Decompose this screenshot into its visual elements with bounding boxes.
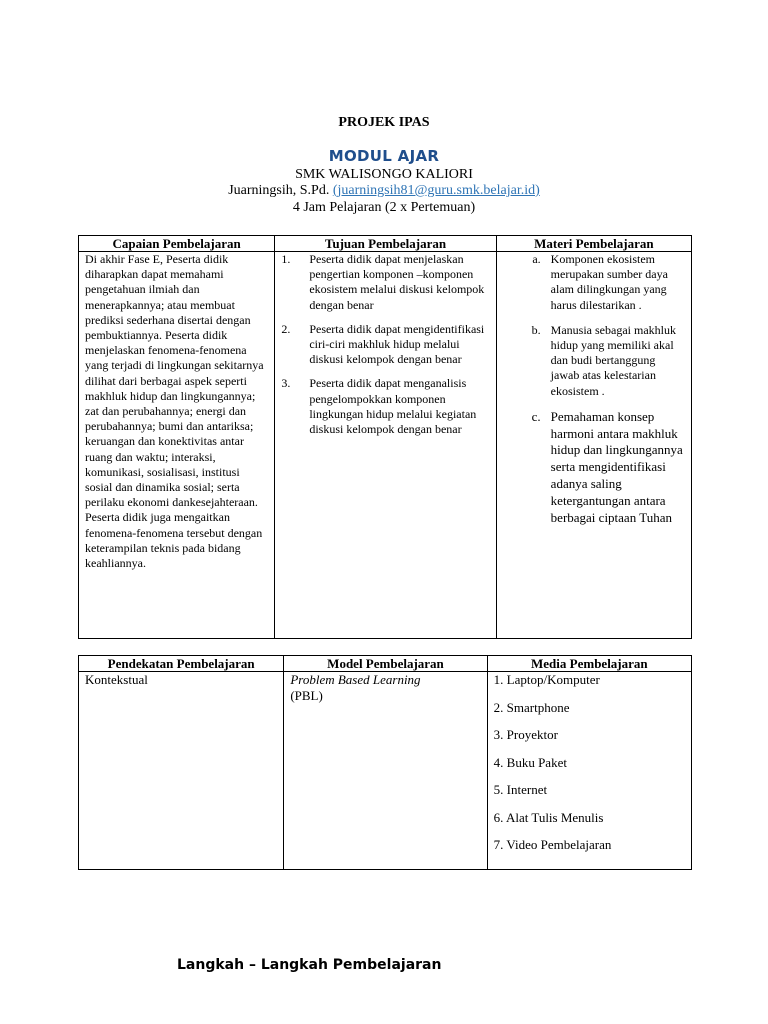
header-materi: Materi Pembelajaran: [496, 236, 691, 252]
learning-outcomes-table: [78, 235, 692, 639]
list-item: 7. Video Pembelajaran: [493, 837, 612, 852]
header-capaian: Capaian Pembelajaran: [79, 236, 275, 252]
header-tujuan: Tujuan Pembelajaran: [275, 236, 496, 252]
pendekatan-cell: Kontekstual: [79, 672, 284, 870]
lesson-hours: 4 Jam Pelajaran (2 x Pertemuan): [292, 200, 476, 215]
list-item: 2. Smartphone: [493, 699, 570, 715]
list-item: c. Pemahaman konsep harmoni antara makhluk hidup dan lingkungannya serta mengidentifikasi adanya saling ketergantungan antara berbagai ciptaan Tuhan: [531, 408, 683, 525]
author-email-link[interactable]: (juarningsih81@guru.smk.belajar.id): [332, 183, 540, 198]
list-item: 3. Peserta didik dapat menganalisis pengelompokkan komponen lingkungan hidup melalui kegiatan diskusi kelompok dengan benar: [281, 376, 477, 437]
header-model: Model Pembelajaran: [284, 656, 487, 672]
school-name: SMK WALISONGO KALIORI: [295, 167, 473, 182]
header-media: Media Pembelajaran: [487, 656, 691, 672]
tujuan-cell: [275, 252, 496, 639]
document-title: PROJEK IPAS: [338, 115, 430, 130]
list-item: 4. Buku Paket: [493, 754, 567, 770]
section-title: Langkah – Langkah Pembelajaran: [177, 957, 442, 973]
list-item: a. Komponen ekosistem merupakan sumber daya alam dilingkungan yang harus dilestarikan .: [532, 252, 668, 312]
list-item: 2. Peserta didik dapat mengidentifikasi ciri-ciri makhluk hidup melalui diskusi kelompok dengan benar: [281, 321, 485, 367]
materi-list: [497, 252, 685, 526]
list-item: 1. Laptop/Komputer: [493, 672, 600, 687]
media-cell: [487, 672, 691, 870]
materi-cell: [496, 252, 691, 639]
module-subtitle: MODUL AJAR: [328, 147, 440, 165]
list-item: 5. Internet: [493, 782, 548, 797]
list-item: 6. Alat Tulis Menulis: [493, 809, 604, 825]
list-item: 3. Proyektor: [493, 727, 558, 742]
model-cell: [284, 672, 487, 870]
author-line: [0, 183, 768, 199]
author-name: Juarningsih, S.Pd.: [228, 183, 330, 198]
list-item: b. Manusia sebagai makhluk hidup yang memiliki akal dan budi bertanggung jawab atas kelestarian ekosistem .: [531, 322, 676, 398]
list-item: 1. Peserta didik dapat menjelaskan pengertian komponen –komponen ekosistem melalui diskusi kelompok dengan benar: [281, 252, 485, 312]
model-abbr: (PBL): [290, 688, 323, 703]
capaian-cell: Di akhir Fase E, Peserta didik diharapkan dapat memahami pengetahuan ilmiah dan menerapkannya; atau membuat prediksi sederhana disertai dengan pembuktiannya. Peserta didik menjelaskan fenomena-fenomena yang terjadi di lingkungan sekitarnya dilihat dari berbagai aspek seperti makhluk hidup dan lingkungannya; zat dan perubahannya; energi dan perubahannya; bumi dan antariksa; keruangan dan konektivitas antar ruang dan waktu; interaksi, komunikasi, sosialisasi, institusi sosial dan dinamika sosial; serta perilaku ekonomi dankesejahteraan. Peserta didik juga mengaitkan fenomena-fenomena tersebut dengan keterampilan teknis pada bidang keahliannya.: [79, 252, 275, 639]
tujuan-list: [281, 252, 489, 437]
header-pendekatan: Pendekatan Pembelajaran: [79, 656, 284, 672]
model-name: Problem Based Learning: [290, 672, 421, 687]
learning-approach-table: [78, 655, 692, 870]
